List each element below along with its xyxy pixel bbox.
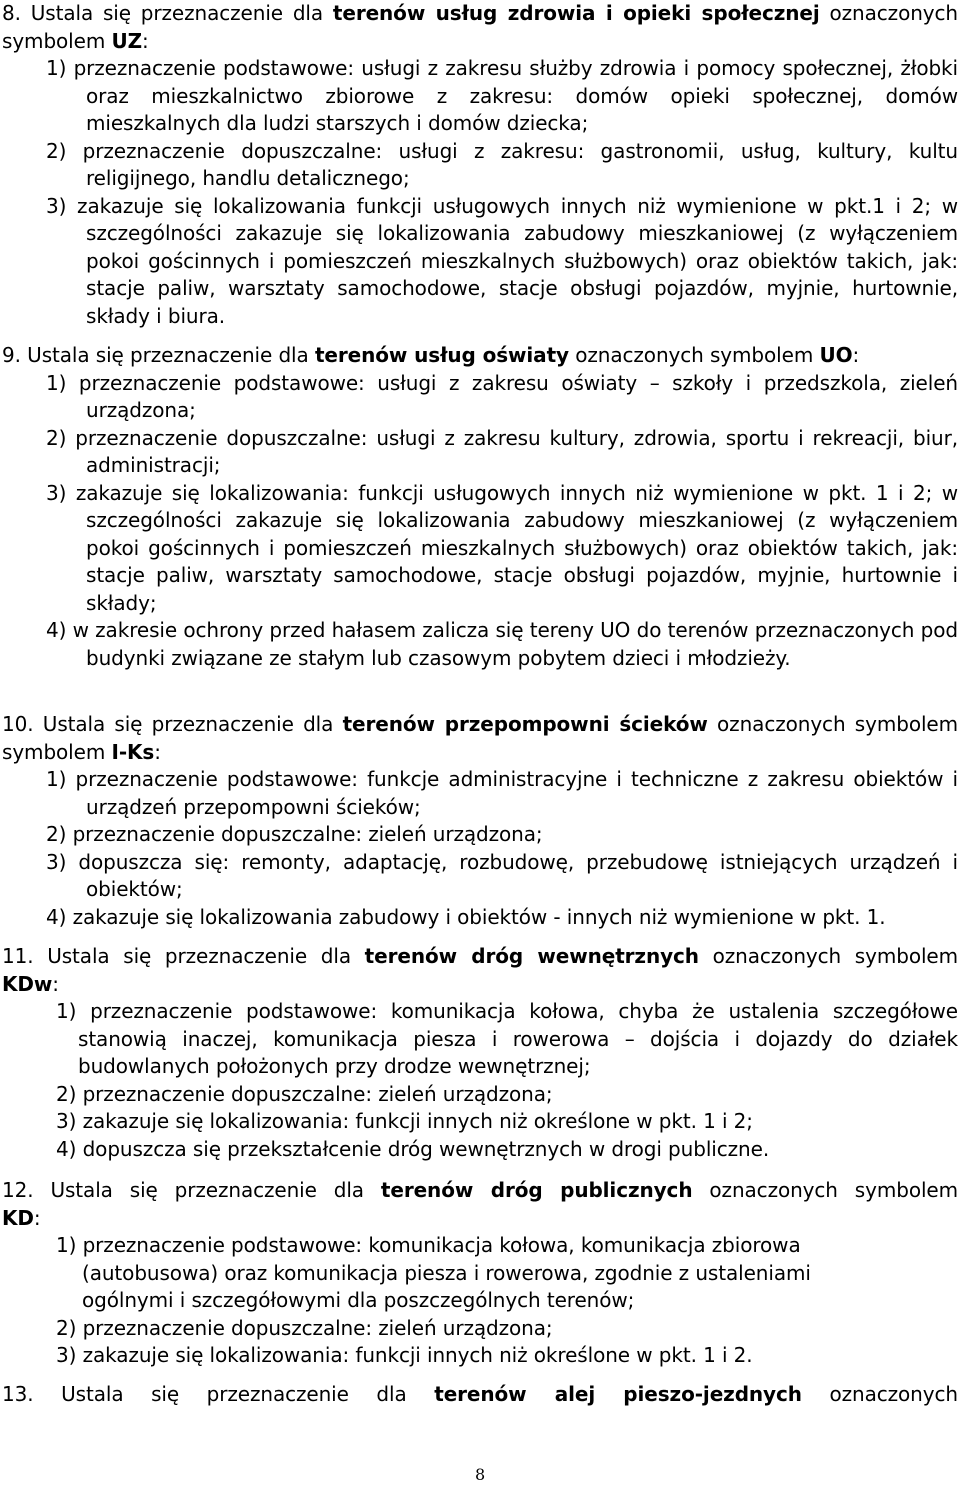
list-item: 4) dopuszcza się przekształcenie dróg wewnętrznych w drogi publiczne. — [56, 1136, 770, 1161]
section-intro: Ustala się przeznaczenie dla — [42, 712, 334, 736]
list-item: 1) przeznaczenie podstawowe: komunikacja kołowa, chyba że ustalenia szczegółowe stanowią inaczej, komunikacja piesza i rowerowa – dojścia i dojazdy do działek budowlanych położonych przy drodze wewnętrznej; — [56, 999, 958, 1078]
list-item: 2) przeznaczenie dopuszczalne: zieleń urządzona; — [56, 1315, 553, 1340]
section-symbol: I-Ks — [111, 739, 155, 764]
section-mid: oznaczonych symbolem — [575, 343, 814, 367]
section-heading — [2, 1381, 958, 1409]
list-item: 1) przeznaczenie podstawowe: funkcje administracyjne i techniczne z zakresu obiektów i urządzeń przepompowni ścieków; — [46, 767, 958, 819]
list-item: 1) przeznaczenie podstawowe: usługi z zakresu oświaty – szkoły i przedszkola, zieleń urządzona; — [46, 370, 958, 422]
section-heading — [2, 943, 958, 971]
section-13 — [2, 1381, 958, 1409]
section-mid: oznaczonych — [829, 1382, 958, 1406]
section-12: 12. Ustala się przeznaczenie dla terenów dróg publicznych oznaczonych symbolem KD: 1) przeznaczenie podstawowe: komunikacja kołowa, komunikacja zbiorowa (autobusowa) oraz komunikacja piesza i rowerowa, zgodnie z ustaleniami ogólnymi i szczegółowymi dla poszczególnych terenów; 2) przeznaczenie dopuszczalne: zieleń urządzona; 3) zakazuje się lokalizowania: funkcji innych niż określone w pkt. 1 i 2. — [2, 1177, 958, 1370]
list-item: 3) zakazuje się lokalizowania: funkcji innych niż określone w pkt. 1 i 2. — [56, 1343, 753, 1367]
section-intro: Ustala się przeznaczenie dla — [61, 1382, 407, 1406]
section-heading — [2, 1177, 958, 1205]
section-intro: Ustala się przeznaczenie dla — [30, 1, 324, 25]
section-number: 12. — [2, 1178, 34, 1202]
page-number: 8 — [474, 1465, 486, 1484]
section-mid: oznaczonych symbolem — [712, 944, 958, 968]
section-heading: 9. Ustala się przeznaczenie dla terenów usług oświaty oznaczonych symbolem UO: — [2, 343, 860, 367]
section-number: 13. — [2, 1382, 34, 1406]
list-item: 3) zakazuje się lokalizowania: funkcji innych niż określone w pkt. 1 i 2; — [56, 1109, 753, 1133]
section-symbol: KDw — [2, 971, 53, 996]
section-symbol: UZ — [111, 28, 143, 53]
section-mid: oznaczonych symbolem — [2, 1, 958, 53]
list-item: 3) zakazuje się lokalizowania funkcji usługowych innych niż wymienione w pkt.1 i 2; w szczególności zakazuje się lokalizowania zabudowy mieszkaniowej (z wyłączeniem pokoi gościnnych i pomieszczeń mieszkalnych służbowych) oraz obiektów takich, jak: stacje paliw, warsztaty samochodowe, stacje obsługi pojazdów, myjnie, hurtownie, składy i biura. — [46, 193, 958, 328]
section-name: terenów dróg publicznych — [380, 1178, 693, 1202]
symbol-prefix: symbolem — [2, 739, 112, 764]
section-intro: Ustala się przeznaczenie dla — [50, 1178, 364, 1202]
list-item: 4) zakazuje się lokalizowania zabudowy i obiektów - innych niż wymienione w pkt. 1. — [46, 904, 886, 929]
list-item: 2) przeznaczenie dopuszczalne: usługi z zakresu kultury, zdrowia, sportu i rekreacji, biur, administracji; — [46, 425, 958, 477]
section-name: terenów usług oświaty — [314, 343, 569, 367]
section-10: 10. Ustala się przeznaczenie dla terenów przepompowni ścieków oznaczonych symbolem symbolem I-Ks: 1) przeznaczenie podstawowe: funkcje administracyjne i techniczne z zakresu obiektów i urządzeń przepompowni ścieków; 2) przeznaczenie dopuszczalne: zieleń urządzona; 3) dopuszcza się: remonty, adaptację, rozbudowę, przebudowę istniejących urządzeń i obiektów; 4) zakazuje się lokalizowania zabudowy i obiektów - innych niż wymienione w pkt. 1. — [2, 711, 958, 931]
section-name: terenów usług zdrowia i opieki społecznej — [332, 1, 820, 25]
list-item: 4) w zakresie ochrony przed hałasem zalicza się tereny UO do terenów przeznaczonych pod budynki związane ze stałym lub czasowym pobytem dzieci i młodzieży. — [46, 618, 958, 670]
section-name: terenów dróg wewnętrznych — [364, 944, 699, 968]
section-number: 10. — [2, 712, 34, 736]
list-item: 2) przeznaczenie dopuszczalne: zieleń urządzona; — [46, 822, 543, 846]
section-mid: oznaczonych symbolem — [709, 1178, 959, 1202]
section-number: 8. — [2, 1, 21, 25]
list-item: 2) przeznaczenie dopuszczalne: usługi z zakresu: gastronomii, usług, kultury, kultu religijnego, handlu detalicznego; — [46, 138, 958, 190]
list-item: 1) przeznaczenie podstawowe: komunikacja kołowa, komunikacja zbiorowa (autobusowa) oraz komunikacja piesza i rowerowa, zgodnie z ustaleniami ogólnymi i szczegółowymi dla poszczególnych terenów; — [56, 1233, 811, 1312]
section-intro: Ustala się przeznaczenie dla — [27, 343, 309, 367]
section-symbol: UO — [819, 343, 853, 367]
section-name: terenów alej pieszo-jezdnych — [434, 1382, 802, 1406]
section-name: terenów przepompowni ścieków — [342, 712, 708, 736]
section-8 — [2, 0, 958, 330]
section-9 — [2, 342, 958, 672]
section-heading: 8. Ustala się przeznaczenie dla terenów usług zdrowia i opieki społecznej oznaczonych symbolem UZ: — [2, 1, 958, 53]
section-number: 9. — [2, 343, 21, 367]
list-item: 2) przeznaczenie dopuszczalne: zieleń urządzona; — [56, 1081, 553, 1106]
section-heading — [2, 711, 958, 739]
section-intro: Ustala się przeznaczenie dla — [47, 944, 351, 968]
list-item: 3) zakazuje się lokalizowania: funkcji usługowych innych niż wymienione w pkt. 1 i 2; w szczególności zakazuje się lokalizowania zabudowy mieszkaniowej (z wyłączeniem pokoi gościnnych i pomieszczeń mieszkalnych służbowych) oraz obiektów takich, jak: stacje paliw, warsztaty samochodowe, stacje obsługi pojazdów, myjnie, hurtownie i składy; — [46, 480, 958, 615]
section-mid: oznaczonych symbolem — [717, 712, 958, 736]
list-item: 3) dopuszcza się: remonty, adaptację, rozbudowę, przebudowę istniejących urządzeń i obiektów; — [46, 849, 958, 901]
list-item: 1) przeznaczenie podstawowe: usługi z zakresu służby zdrowia i pomocy społecznej, żłobki oraz mieszkalnictwo zbiorowe z zakresu: domów opieki społecznej, domów mieszkalnych dla ludzi starszych i domów dziecka; — [46, 56, 958, 135]
section-symbol: KD — [2, 1205, 34, 1230]
section-number: 11. — [2, 944, 34, 968]
section-11: 11. Ustala się przeznaczenie dla terenów dróg wewnętrznych oznaczonych symbolem KDw: 1) przeznaczenie podstawowe: komunikacja kołowa, chyba że ustalenia szczegółowe stanowią inaczej, komunikacja piesza i rowerowa – dojścia i dojazdy do działek budowlanych położonych przy drodze wewnętrznej; 2) przeznaczenie dopuszczalne: zieleń urządzona; 3) zakazuje się lokalizowania: funkcji innych niż określone w pkt. 1 i 2; 4) dopuszcza się przekształcenie dróg wewnętrznych w drogi publiczne. — [2, 943, 958, 1163]
